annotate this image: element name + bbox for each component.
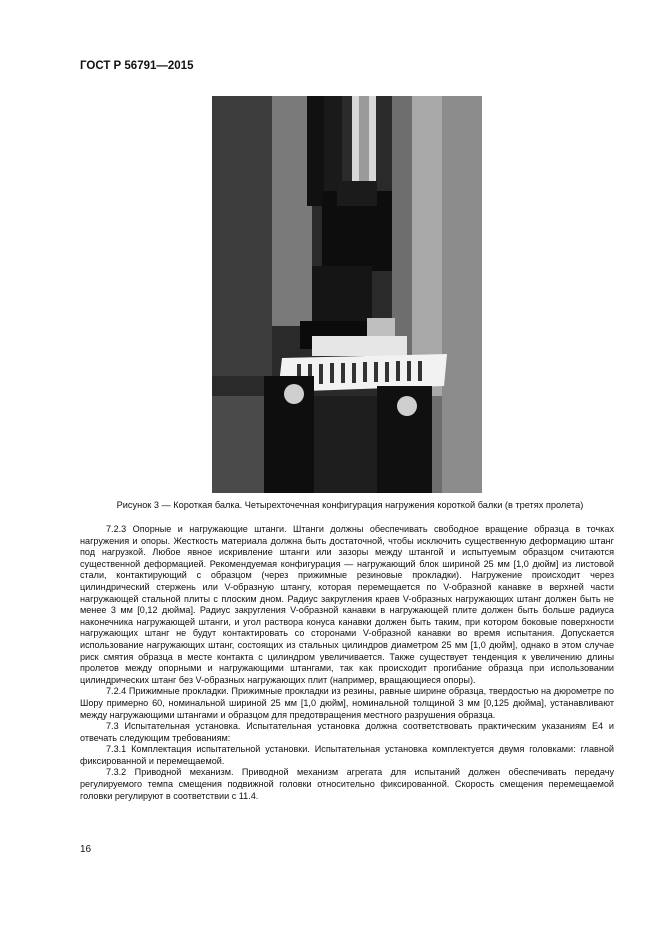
figure-caption: Рисунок 3 — Короткая балка. Четырехточечная конфигурация нагружения короткой балки (в третях пролета) [116, 500, 584, 510]
paragraph-7-3: 7.3 Испытательная установка. Испытательная установка должна соответствовать практическим указаниям E4 и отвечать следующим требованиям: [80, 721, 614, 743]
figure-photo [212, 96, 482, 493]
page-number: 16 [80, 844, 92, 855]
document-header: ГОСТ Р 56791—2015 [80, 60, 194, 72]
paragraph-7-3-2: 7.3.2 Приводной механизм. Приводной механизм агрегата для испытаний должен обеспечивать передачу регулируемого темпа смещения подвижной головки относительно фиксированной. Скорость смещения перемещаемой головки регулируют в соответствии с 11.4. [80, 767, 614, 801]
test-fixture-image [212, 96, 482, 493]
paragraph-7-2-4: 7.2.4 Прижимные прокладки. Прижимные прокладки из резины, равные ширине образца, твердостью на дюрометре по Шору примерно 60, номинальной шириной 25 мм [1,0 дюйм], номинальной толщиной 3 мм [0,125 дюйма], устанавливают между нагружающими штангами и образцом для предотвращения местного разрушения образца. [80, 686, 614, 720]
paragraph-7-2-3: 7.2.3 Опорные и нагружающие штанги. Штанги должны обеспечивать свободное вращение образца в точках нагружения и опоры. Жесткость материала должна быть достаточной, чтобы исключить существенную деформацию штанг под нагрузкой. Любое явное искривление штанги или зазоры между штангой и испытуемым образцом считаются существенной деформацией. Рекомендуемая конфигурация — нагружающий блок шириной 25 мм [1,0 дюйм] из листовой стали, контактирующий с образцом (через прижимные резиновые прокладки). Нагружение происходит через цилиндрический стержень или V-образную штангу, которая перемещается по V-образной канавке в верхней части нагружающей стальной плиты с плоским дном. Радиус закругления краев V-образных нагружающих штанг должен быть не менее 3 мм [0,12 дюйма]. Радиус закругления V-образной канавки в нагружающей плите должен быть больше радиуса наконечника нагружающей штанги, и угол раствора конуса канавки должен быть таким, при котором боковые поверхности нагружающих штанг не будут контактировать со сторонами V-образной канавки во время испытания. Допускается использование нагружающих штанг, состоящих из стальных цилиндров диаметром 25 мм [1,0 дюйм], однако в этом случае риск смятия образца в месте контакта с цилиндром увеличивается. Также существует тенденция к увеличению длины пролетов между опорными и нагружающими штангами, так как происходит прогибание образца при использовании цилиндрических штанг без V-образных нагружающих плит (например, вращающиеся опоры). [80, 524, 614, 685]
body-text [80, 524, 614, 802]
paragraph-7-3-1: 7.3.1 Комплектация испытательной установки. Испытательная установка комплектуется двумя головками: главной фиксированной и перемещаемой. [80, 744, 614, 766]
